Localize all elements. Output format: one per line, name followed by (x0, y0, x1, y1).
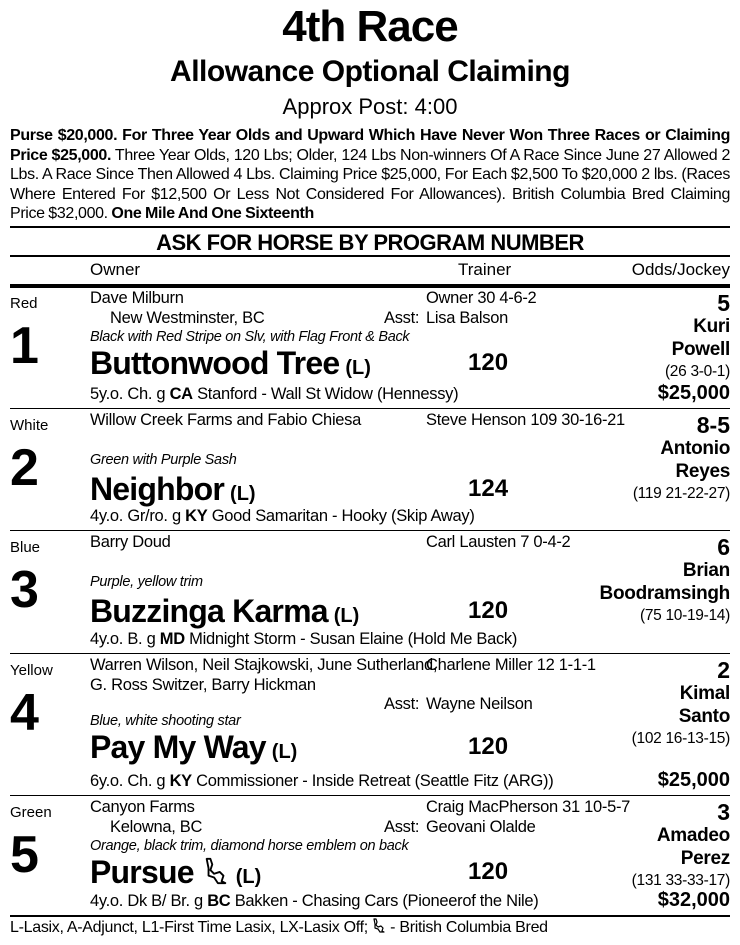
assistant-trainer: Lisa Balson (426, 309, 509, 327)
jockey-first-name: Kimal (679, 683, 730, 704)
assistant-label: Asst: (384, 309, 420, 327)
pedigree (90, 385, 458, 404)
pedigree-sire-dam: Commissioner - Inside Retreat (Seattle Fitz (ARG)) (191, 772, 554, 790)
owner-name: Willow Creek Farms and Fabio Chiesa (90, 411, 362, 429)
pedigree-sire-dam: Stanford - Wall St Widow (Hennessy) (192, 385, 459, 403)
weight: 124 (468, 475, 509, 502)
jockey-last-name: Boodramsingh (599, 583, 730, 604)
morning-line-odds: 8-5 (696, 412, 730, 438)
conditions-text: Three Year Olds, 120 Lbs; Older, 124 Lbs Non-winners Of A Race Since June 27 Allowed 2 Lbs. A Race Since Then Allowed 4 Lbs. Claiming Price $25,000, For Each $2,500 To $20,000 2 lbs. (Races Where Entered For $12,500 Or Less Not Considered For Allowances). British Columbia Bred Claiming Price $32,000. (10, 146, 730, 223)
jockey-last-name: Perez (680, 848, 730, 869)
pedigree-sire-dam: Bakken - Chasing Cars (Pioneerof the Nile) (230, 892, 539, 910)
weight: 120 (468, 733, 509, 760)
silks-description: Green with Purple Sash (90, 452, 237, 468)
post-color: Blue (10, 539, 41, 556)
pedigree (90, 507, 475, 526)
silks-description: Black with Red Stripe on Slv, with Flag Front & Back (90, 329, 410, 345)
race-conditions (10, 126, 730, 224)
jockey-first-name: Antonio (660, 438, 730, 459)
pedigree (90, 772, 553, 791)
post-time: Approx Post: 4:00 (282, 94, 458, 119)
owner-name: Barry Doud (90, 533, 171, 551)
horse-name (90, 593, 359, 630)
horse-name (90, 729, 297, 766)
horse-name (90, 854, 261, 893)
medication: (L) (235, 866, 262, 888)
pedigree-age-sex: 5y.o. Ch. g (90, 385, 170, 403)
medication: (L) (345, 357, 371, 379)
medication: (L) (271, 741, 298, 763)
jockey-last-name: Reyes (675, 461, 730, 482)
bottom-rule (10, 915, 730, 917)
claiming-price: $25,000 (657, 382, 730, 404)
trainer: Craig MacPherson 31 10-5-7 (426, 798, 631, 816)
pedigree (90, 892, 539, 911)
pedigree-state: CA (169, 385, 193, 403)
jockey-record: (75 10-19-14) (639, 607, 730, 624)
bc-bred-icon (372, 918, 386, 938)
entry-divider (10, 408, 730, 409)
horse-name-text: Pursue (90, 854, 194, 890)
pedigree-state: MD (159, 630, 185, 648)
program-number: 4 (10, 684, 39, 742)
header-rule (10, 284, 730, 288)
jockey-first-name: Kuri (693, 316, 730, 337)
morning-line-odds: 6 (717, 534, 730, 560)
morning-line-odds: 3 (717, 799, 730, 825)
pedigree-age-sex: 4y.o. Dk B/ Br. g (90, 892, 208, 910)
owner-line-2: G. Ross Switzer, Barry Hickman (90, 676, 316, 694)
jockey-record: (26 3-0-1) (664, 363, 730, 380)
jockey-first-name: Brian (682, 560, 730, 581)
claiming-price: $32,000 (657, 889, 730, 911)
silks-description: Blue, white shooting star (90, 713, 241, 729)
weight: 120 (468, 597, 509, 624)
jockey-record: (119 21-22-27) (632, 485, 730, 502)
owner-header: Owner (90, 260, 141, 279)
medication: (L) (333, 605, 360, 627)
pedigree-state: BC (207, 892, 231, 910)
weight: 120 (468, 349, 509, 376)
post-color: White (10, 417, 49, 434)
legend-text-2: - British Columbia Bred (386, 919, 548, 937)
trainer: Carl Lausten 7 0-4-2 (426, 533, 571, 551)
horse-name-text: Buttonwood Tree (90, 345, 340, 381)
pedigree-sire-dam: Good Samaritan - Hooky (Skip Away) (207, 507, 475, 525)
assistant-label: Asst: (384, 695, 420, 713)
owner-name: Warren Wilson, Neil Stajkowski, June Sutherland, (90, 656, 438, 674)
race-subtitle: Allowance Optional Claiming (170, 55, 570, 88)
horse-name (90, 345, 371, 382)
odds-jockey-header: Odds/Jockey (631, 260, 730, 279)
owner-name: Canyon Farms (90, 798, 195, 816)
trainer: Steve Henson 109 30-16-21 (426, 411, 625, 429)
top-rule (10, 226, 730, 228)
owner-line-2: Kelowna, BC (110, 818, 203, 836)
pedigree-age-sex: 6y.o. Ch. g (90, 772, 170, 790)
conditions-bold-lead: Purse $20,000. For Three Year Olds and Upward Which Have Never Won Three Races or Claiming Price $25,000. (10, 127, 730, 164)
entry-divider (10, 795, 730, 796)
silks-description: Orange, black trim, diamond horse emblem on back (90, 838, 409, 854)
jockey-last-name: Powell (671, 339, 730, 360)
assistant-trainer: Wayne Neilson (426, 695, 533, 713)
post-color: Yellow (10, 662, 53, 679)
jockey-last-name: Santo (678, 706, 730, 727)
program-number: 5 (10, 826, 39, 884)
claiming-price: $25,000 (657, 769, 730, 791)
weight: 120 (468, 858, 509, 885)
silks-description: Purple, yellow trim (90, 574, 203, 590)
program-number: 1 (10, 317, 39, 375)
pedigree-age-sex: 4y.o. Gr/ro. g (90, 507, 186, 525)
pedigree-state: KY (169, 772, 192, 790)
legend-text: L-Lasix, A-Adjunct, L1-First Time Lasix, LX-Lasix Off; (10, 919, 373, 937)
assistant-label: Asst: (384, 818, 420, 836)
owner-line-2: New Westminster, BC (110, 309, 265, 327)
morning-line-odds: 5 (717, 290, 730, 316)
jockey-record: (102 16-13-15) (631, 730, 730, 747)
race-title: 4th Race (282, 2, 458, 51)
legend (10, 918, 548, 938)
ask-banner: ASK FOR HORSE BY PROGRAM NUMBER (156, 230, 584, 255)
horse-name-text: Pay My Way (90, 729, 266, 765)
entry-divider (10, 653, 730, 654)
medication: (L) (230, 483, 256, 505)
horse-name-text: Neighbor (90, 471, 225, 507)
post-color: Red (10, 295, 38, 312)
ask-rule (10, 255, 730, 257)
horse-name (90, 471, 256, 508)
pedigree-age-sex: 4y.o. B. g (90, 630, 160, 648)
pedigree (90, 630, 517, 649)
pedigree-sire-dam: Midnight Storm - Susan Elaine (Hold Me Back) (184, 630, 518, 648)
entry-divider (10, 530, 730, 531)
conditions-distance: One Mile And One Sixteenth (107, 205, 314, 223)
jockey-first-name: Amadeo (656, 825, 730, 846)
trainer-header: Trainer (458, 260, 512, 279)
program-number: 2 (10, 439, 39, 497)
trainer: Charlene Miller 12 1-1-1 (426, 656, 596, 674)
assistant-trainer: Geovani Olalde (426, 818, 536, 836)
horse-name-text: Buzzinga Karma (90, 593, 328, 629)
jockey-record: (131 33-33-17) (631, 872, 730, 889)
program-number: 3 (10, 561, 39, 619)
bc-bred-icon (202, 856, 230, 893)
pedigree-state: KY (185, 507, 208, 525)
post-color: Green (10, 804, 52, 821)
morning-line-odds: 2 (717, 657, 730, 683)
owner-name: Dave Milburn (90, 289, 184, 307)
trainer: Owner 30 4-6-2 (426, 289, 537, 307)
